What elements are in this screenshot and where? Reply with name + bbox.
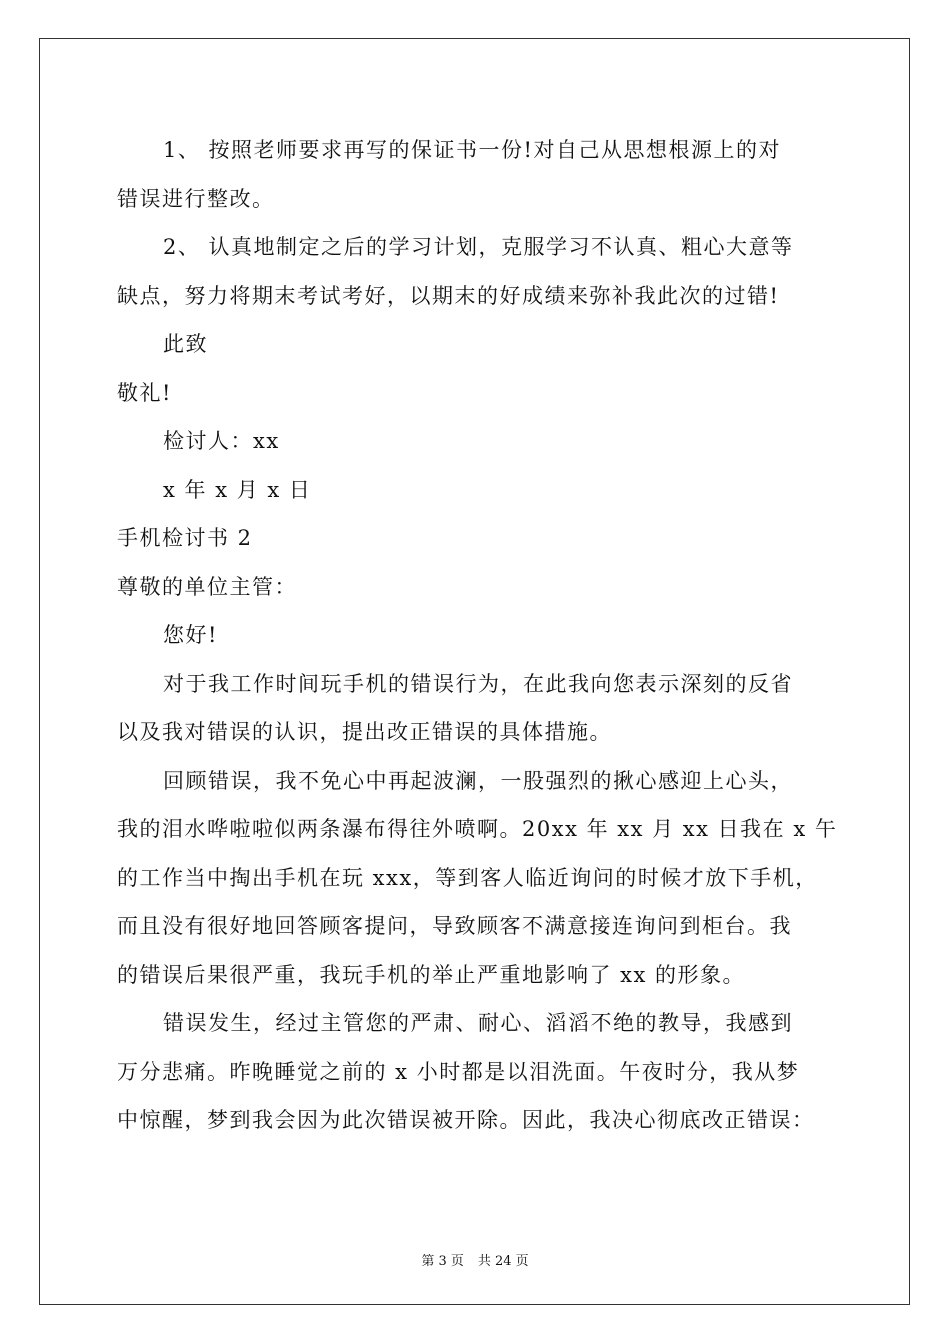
letter-greeting-recipient: 尊敬的单位主管： [117, 574, 297, 599]
closing-salutation: 此致 [163, 332, 208, 356]
paragraph-line: 回顾错误，我不免心中再起波澜，一股强烈的揪心感迎上心头， [163, 768, 793, 793]
list-item-1-continuation: 错误进行整改。 [117, 186, 275, 211]
section-title: 手机检讨书 2 [117, 526, 253, 550]
paragraph-line: 的错误后果很严重，我玩手机的举止严重地影响了 xx 的形象。 [117, 962, 746, 987]
letter-greeting: 您好! [163, 623, 218, 647]
paragraph-line: 以及我对错误的认识，提出改正错误的具体措施。 [117, 720, 612, 744]
page-number: 第 3 页 [421, 1254, 464, 1269]
paragraph-line: 对于我工作时间玩手机的错误行为，在此我向您表示深刻的反省 [163, 671, 793, 696]
list-item-2-continuation: 缺点，努力将期末考试考好，以期末的好成绩来弥补我此次的过错! [117, 283, 780, 308]
paragraph-line: 中惊醒，梦到我会因为此次错误被开除。因此，我决心彻底改正错误： [117, 1108, 815, 1132]
closing-respect: 敬礼! [117, 380, 172, 405]
paragraph-line: 我的泪水哗啦啦似两条瀑布得往外喷啊。20xx 年 xx 月 xx 日我在 x 午 [117, 817, 838, 841]
paragraph-line: 错误发生，经过主管您的严肃、耐心、滔滔不绝的教导，我感到 [163, 1011, 793, 1035]
page-total: 共 24 页 [477, 1254, 529, 1269]
paragraph-line: 万分悲痛。昨晚睡觉之前的 x 小时都是以泪洗面。午夜时分，我从梦 [117, 1059, 800, 1084]
signature-date: x 年 x 月 x 日 [163, 477, 312, 502]
paragraph-line: 的工作当中掏出手机在玩 xxx，等到客人临近询问的时候才放下手机， [117, 865, 818, 890]
signature-author: 检讨人：xx [163, 429, 280, 453]
list-item-2: 2、 认真地制定之后的学习计划，克服学习不认真、粗心大意等 [163, 235, 794, 259]
page-footer [0, 1250, 950, 1269]
paragraph-line: 而且没有很好地回答顾客提问，导致顾客不满意接连询问到柜台。我 [117, 914, 792, 938]
list-item-1: 1、 按照老师要求再写的保证书一份!对自己从思想根源上的对 [163, 138, 781, 162]
document-body [117, 126, 838, 1145]
